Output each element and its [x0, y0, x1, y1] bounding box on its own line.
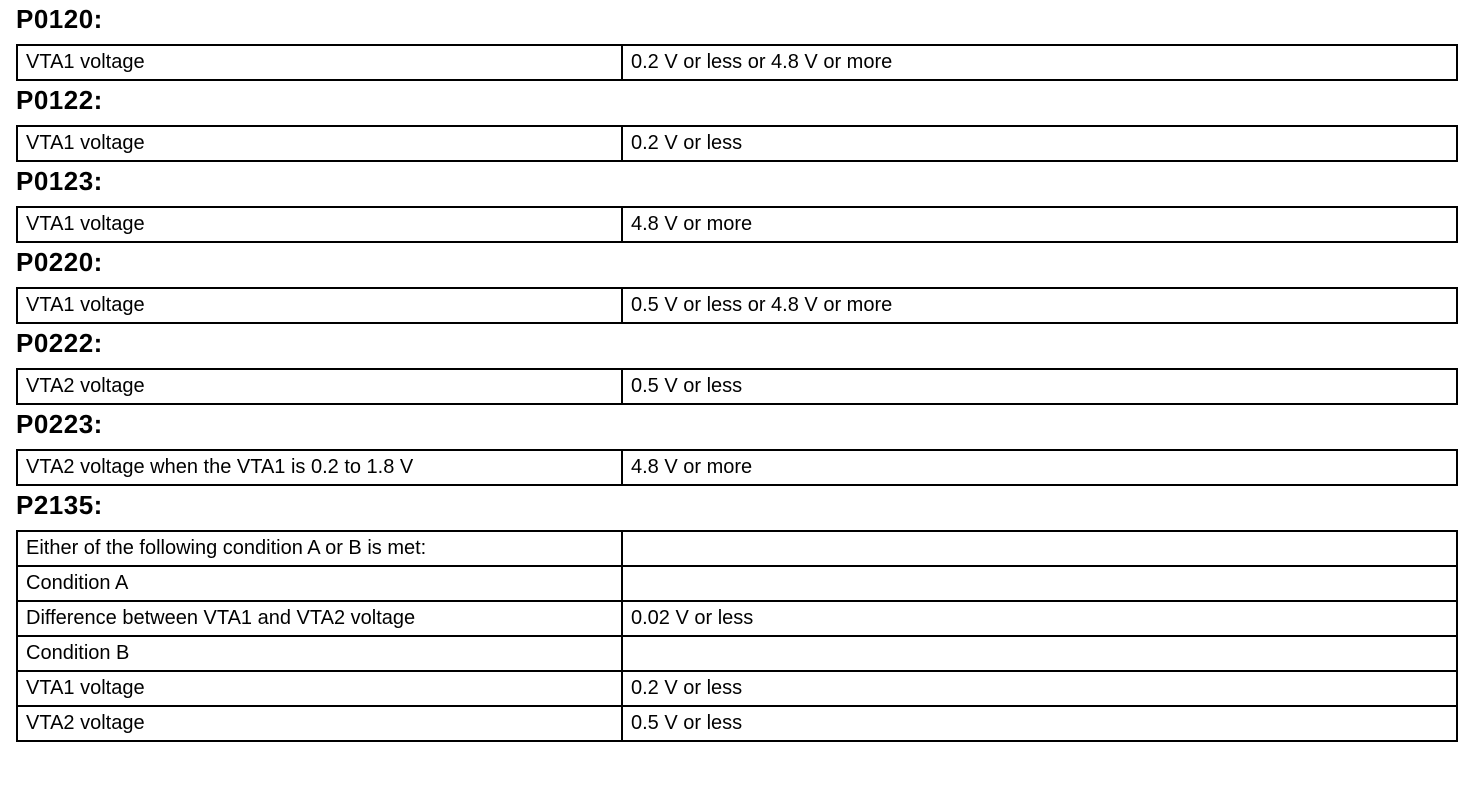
table-row — [17, 706, 1457, 741]
threshold-cell: 0.5 V or less or 4.8 V or more — [622, 288, 1457, 323]
table-row — [17, 450, 1457, 485]
threshold-cell: 0.5 V or less — [622, 369, 1457, 404]
dtc-condition-table — [16, 206, 1458, 243]
threshold-cell: 0.2 V or less — [622, 671, 1457, 706]
parameter-cell: Condition A — [17, 566, 622, 601]
parameter-cell: Difference between VTA1 and VTA2 voltage — [17, 601, 622, 636]
table-row — [17, 671, 1457, 706]
dtc-code-heading: P0220: — [16, 247, 103, 277]
dtc-section-p0122 — [16, 81, 1446, 162]
dtc-condition-table — [16, 287, 1458, 324]
threshold-cell: 4.8 V or more — [622, 450, 1457, 485]
table-row — [17, 207, 1457, 242]
dtc-condition-table — [16, 44, 1458, 81]
dtc-section-p0123 — [16, 162, 1446, 243]
dtc-section-p0223 — [16, 405, 1446, 486]
parameter-cell: Condition B — [17, 636, 622, 671]
dtc-section-p0220 — [16, 243, 1446, 324]
dtc-section-p2135 — [16, 486, 1446, 742]
parameter-cell: VTA1 voltage — [17, 288, 622, 323]
table-row — [17, 369, 1457, 404]
table-row — [17, 45, 1457, 80]
threshold-cell — [622, 566, 1457, 601]
parameter-cell: VTA1 voltage — [17, 45, 622, 80]
parameter-cell: VTA2 voltage when the VTA1 is 0.2 to 1.8 V — [17, 450, 622, 485]
dtc-condition-table — [16, 449, 1458, 486]
parameter-cell: VTA1 voltage — [17, 126, 622, 161]
table-row — [17, 601, 1457, 636]
threshold-cell: 0.2 V or less — [622, 126, 1457, 161]
threshold-cell — [622, 531, 1457, 566]
dtc-section-p0120 — [16, 0, 1446, 81]
parameter-cell: Either of the following condition A or B is met: — [17, 531, 622, 566]
dtc-code-heading: P0223: — [16, 409, 103, 439]
threshold-cell: 4.8 V or more — [622, 207, 1457, 242]
dtc-condition-table — [16, 125, 1458, 162]
table-row — [17, 288, 1457, 323]
parameter-cell: VTA2 voltage — [17, 706, 622, 741]
dtc-code-heading: P0123: — [16, 166, 103, 196]
dtc-section-p0222 — [16, 324, 1446, 405]
dtc-code-heading: P0222: — [16, 328, 103, 358]
dtc-condition-table — [16, 530, 1458, 742]
parameter-cell: VTA2 voltage — [17, 369, 622, 404]
threshold-cell: 0.2 V or less or 4.8 V or more — [622, 45, 1457, 80]
threshold-cell — [622, 636, 1457, 671]
parameter-cell: VTA1 voltage — [17, 671, 622, 706]
dtc-code-heading: P0122: — [16, 85, 103, 115]
table-row — [17, 636, 1457, 671]
threshold-cell: 0.02 V or less — [622, 601, 1457, 636]
dtc-condition-table — [16, 368, 1458, 405]
dtc-code-heading: P2135: — [16, 490, 103, 520]
dtc-spec-document — [16, 0, 1446, 742]
threshold-cell: 0.5 V or less — [622, 706, 1457, 741]
table-row — [17, 531, 1457, 566]
table-row — [17, 566, 1457, 601]
table-row — [17, 126, 1457, 161]
parameter-cell: VTA1 voltage — [17, 207, 622, 242]
dtc-code-heading: P0120: — [16, 4, 103, 34]
